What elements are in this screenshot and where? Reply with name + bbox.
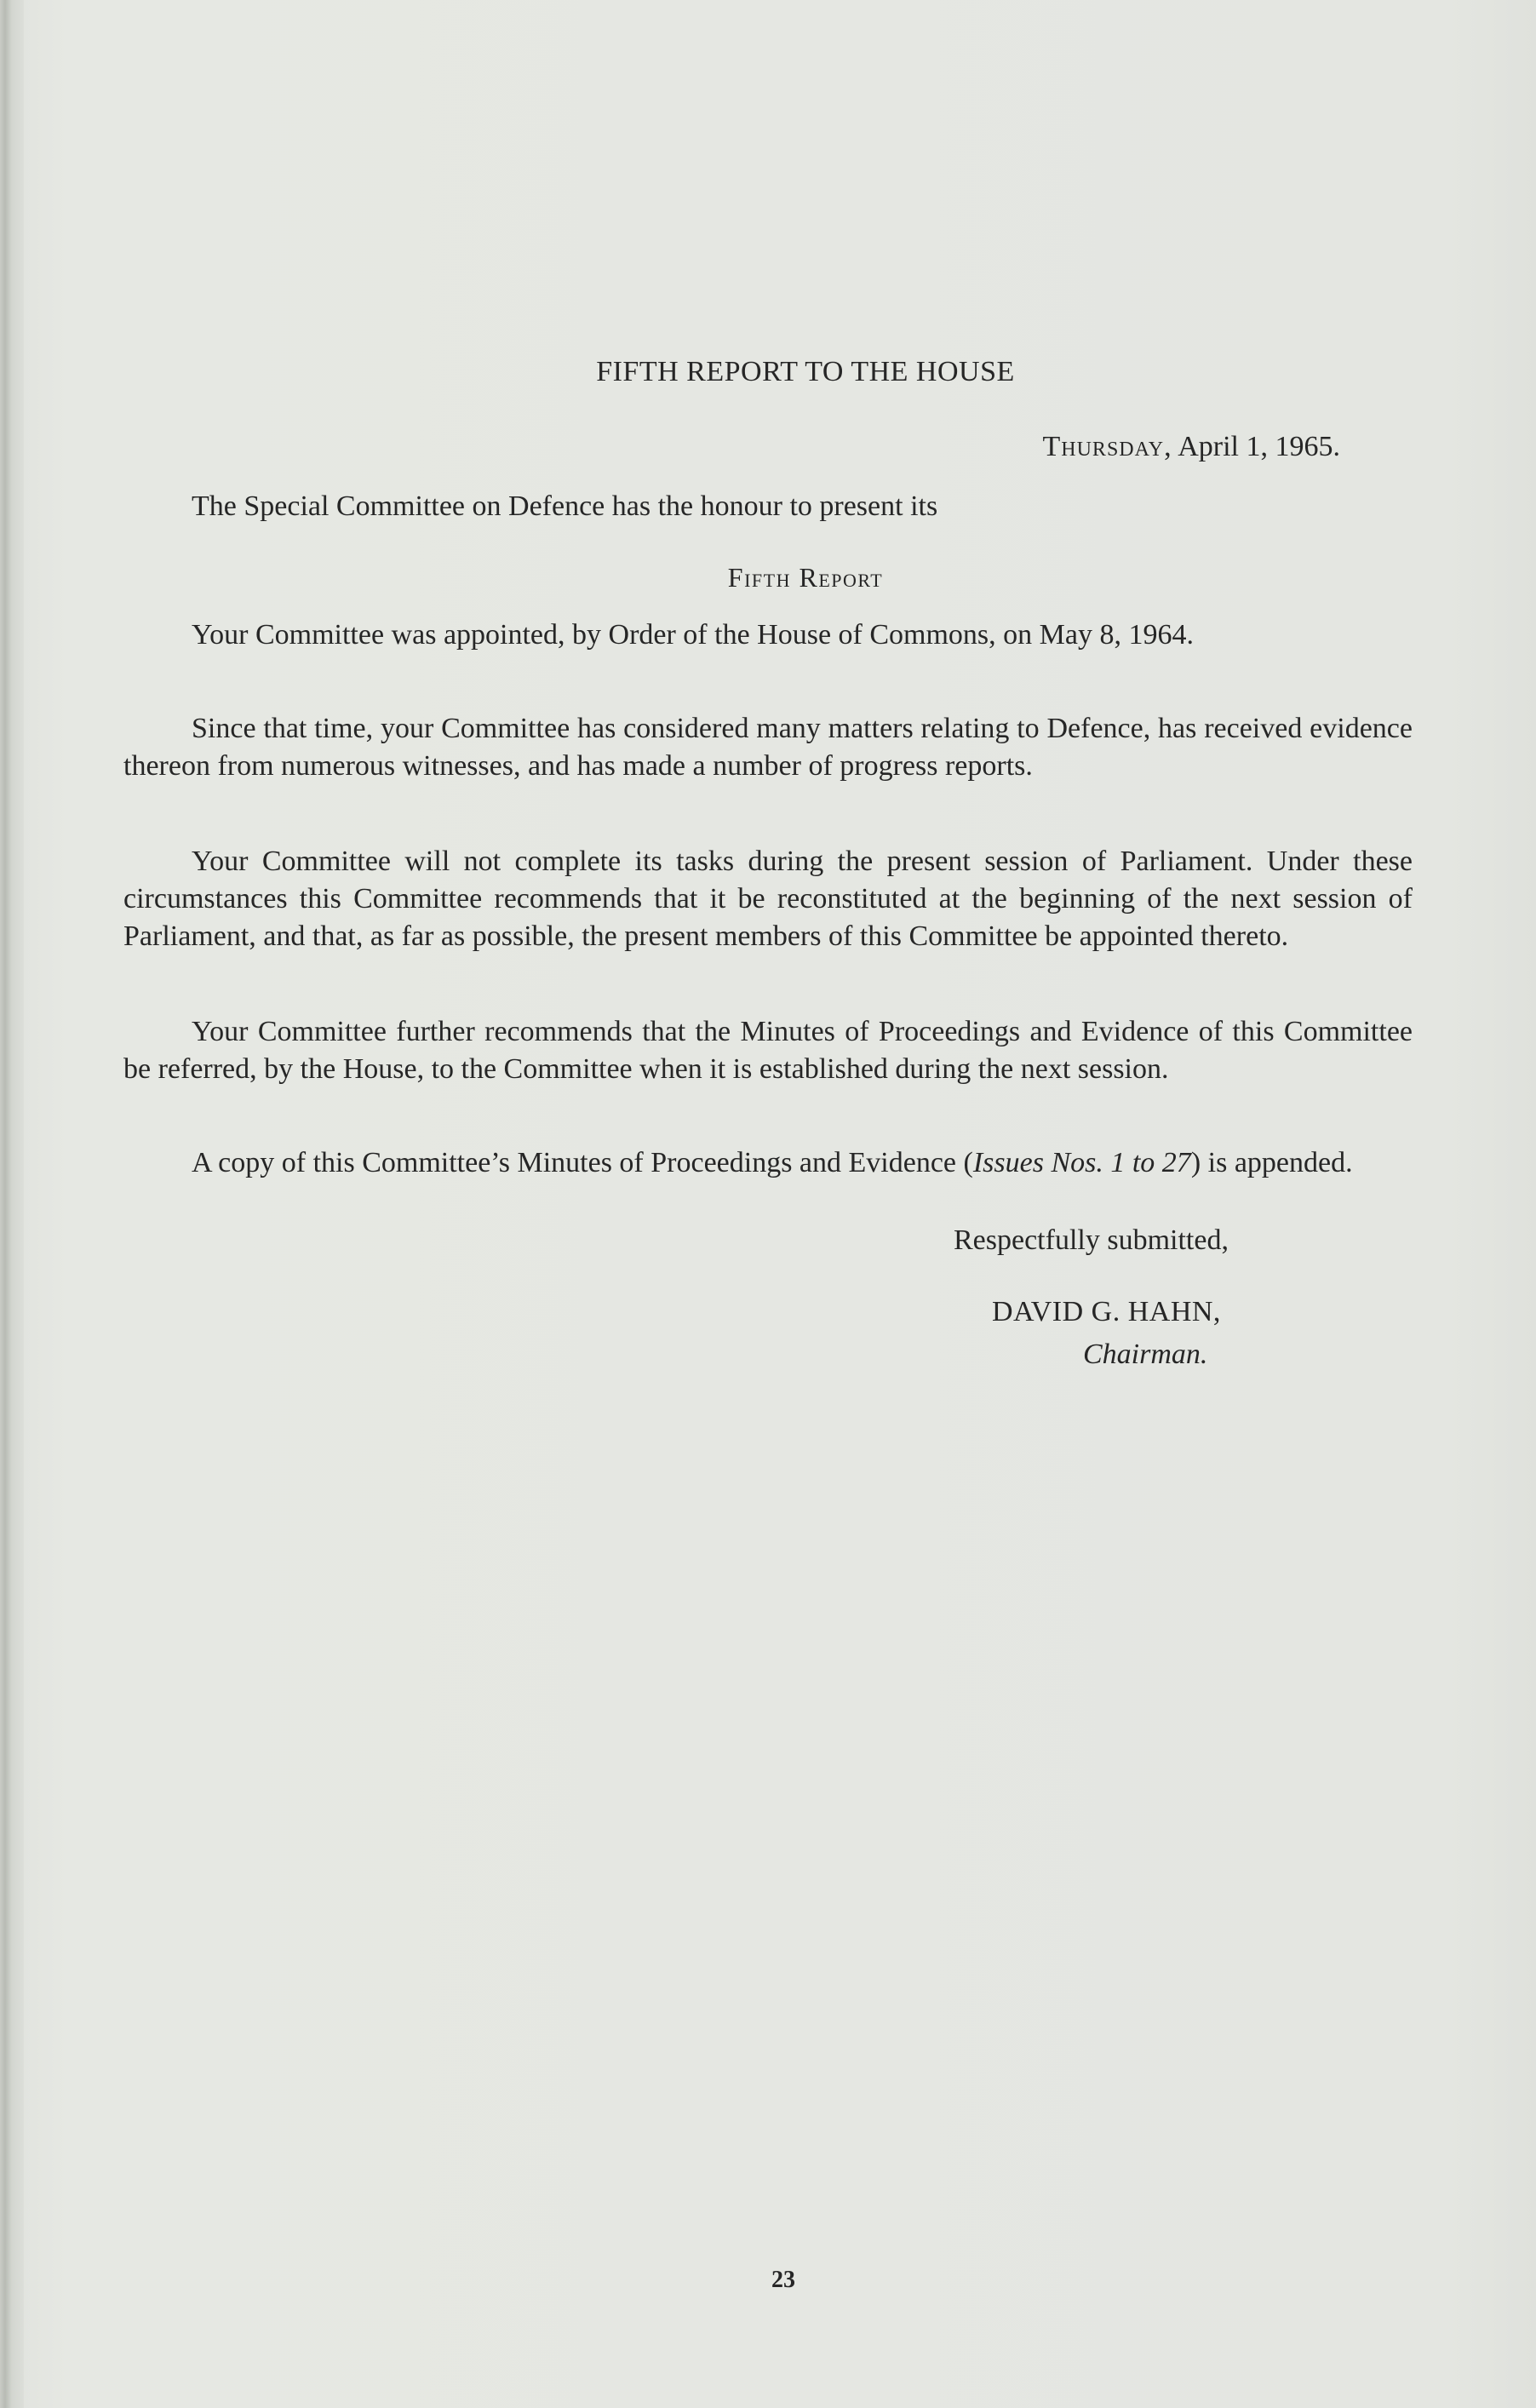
signer-title: Chairman. <box>1083 1339 1208 1370</box>
paragraph-referral: Your Committee further recommends that the Minutes of Proceedings and Evidence of this Committee be referred, by the House, to the Committee when it is established during the next session. <box>123 1016 1413 1085</box>
page-number: 23 <box>771 2267 795 2293</box>
paragraph-progress: Since that time, your Committee has considered many matters relating to Defence, has received evidence thereon from numerous witnesses, and has made a number of progress reports. <box>123 713 1413 782</box>
report-date <box>1043 431 1341 463</box>
signer-name: DAVID G. HAHN, <box>992 1296 1221 1327</box>
report-date-day: Thursday, <box>1042 431 1172 462</box>
appendix-issues-italic: Issues Nos. 1 to 27 <box>972 1147 1191 1178</box>
report-title: FIFTH REPORT TO THE HOUSE <box>596 356 1015 387</box>
report-date-rest: April 1, 1965. <box>1172 431 1340 462</box>
report-subheading: Fifth Report <box>727 562 884 593</box>
paragraph-appointment: Your Committee was appointed, by Order of the House of Commons, on May 8, 1964. <box>192 619 1194 651</box>
appendix-text-after: ) is appended. <box>1190 1147 1353 1178</box>
appendix-text-before: A copy of this Committee’s Minutes of Proceedings and Evidence ( <box>192 1147 973 1178</box>
closing-line: Respectfully submitted, <box>954 1224 1229 1256</box>
intro-line: The Special Committee on Defence has the honour to present its <box>192 490 938 522</box>
paragraph-reconstitution: Your Committee will not complete its tasks during the present session of Parliament. Under these circumstances this Committee recommends that it be reconstituted at the beginning of the next session of Parliament, and that, as far as possible, the present members of this Committee be appointed thereto. <box>123 846 1413 952</box>
paragraph-appendix <box>123 1144 1413 1182</box>
